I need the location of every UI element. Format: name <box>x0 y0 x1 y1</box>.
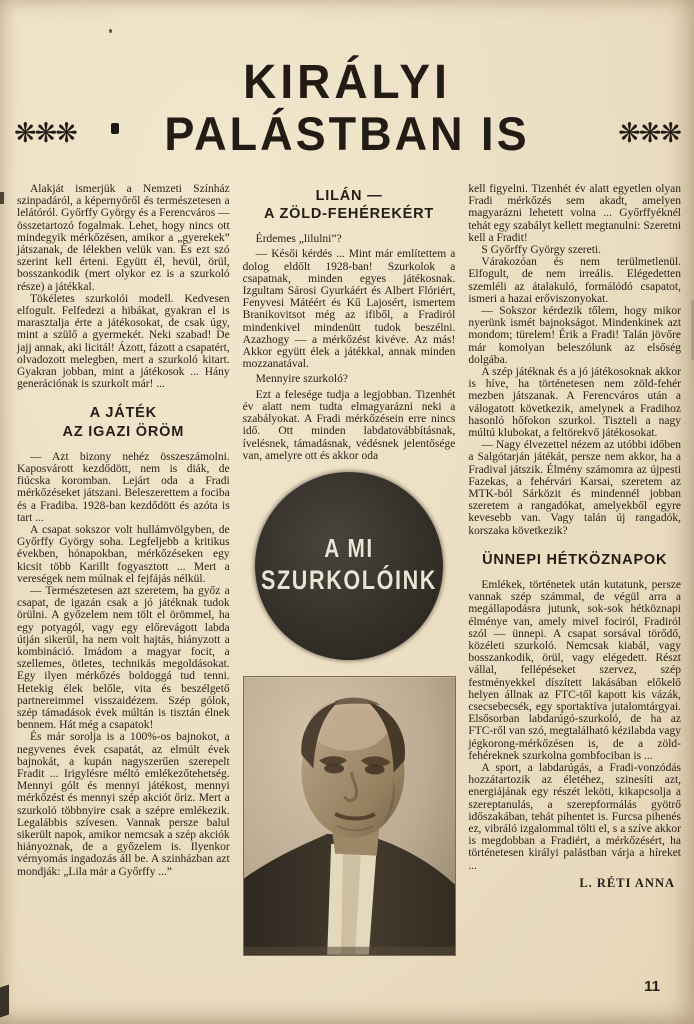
paragraph: A szép játéknak és a jó játékosoknak akkor is híve, ha történetesen nem zöld-fehér mezben játszanak. A Ferencváros után a válogatott következik, amelynek a Fradihoz hasonló hőfokon szurkol. Tiszteli a nagy múltú klubokat, a feltörekvő játékosokat. <box>468 366 682 440</box>
paragraph: Alakját ismerjük a Nemzeti Színház szinpadáról, a képernyőről és természetesen a lelátóról. Győrffy György és a Ferencváros — összetartozó fogalmak. Lehet, hogy nincs ott mindegyik mérkőzésen, amikor a „gyerekek” játszanak, de lélekben velük van. És ezt szó szerint kell érteni. Együtt él, hevül, örül, bosszankodik (mert olykor ez is a szurkoló része) a játékkal. <box>17 183 230 293</box>
section-heading-a-jatek <box>17 404 230 440</box>
paragraph: — Természetesen azt szeretem, ha győz a csapat, de igazán csak a jó játéknak tudok örülni. A győzelem nem tölt el örömmel, ha egy potyagól, vagy egy előrevágott labda útján sikerül, ha nem volt hajtás, hiányzott a kombináció. Imádom a magyar focit, a szellemes, ötletes, technikás megoldásokat. Egy ilyen mérkőzés boldoggá tud tenni. Hetekig élek belőle, vita és beszélgető partnereimmel visszaidézem. Szép gólok, szép támadások évek múltán is tisztán élnek bennem. Hát még a csapatok! <box>17 584 230 732</box>
section-heading-lilan <box>243 187 456 223</box>
article-title-block <box>0 53 694 161</box>
portrait-photo <box>243 676 456 956</box>
scan-artifact <box>109 29 112 33</box>
paragraph: — Késői kérdés ... Mint már említettem a dolog eldőlt 1928-ban! Szurkolok a csapatnak, minden egyes játékosnak. Izgultam Sárosi Gyurkáért és Albert Flóriért, Fenyvesi Mátéért és Kű Lajosért, ismertem Branikovitsot még az ifiből, a Fradiról mindenkivel mindenütt tudok beszélni. Azazhogy — a mérkőzést kivéve. Az más! Akkor együtt élek a játékkal, annak minden mozzanatával. <box>242 248 456 371</box>
rubric-badge-line1: A MI <box>324 533 374 564</box>
interview-question: Mennyire szurkoló? <box>255 373 348 386</box>
paragraph: S Győrffy György szereti. <box>481 244 602 257</box>
scan-artifact <box>0 192 4 204</box>
paragraph: Ezt a felesége tudja a legjobban. Tizenhét év alatt nem tudta elmagyarázni neki a szabályokat. A Fradi mérkőzésein erre nincs idő. Ott minden labdatovábbításnak, ívelésnek, támadásnak, védésnek jelentősége van, amelyre ott és akkor oda <box>242 388 456 462</box>
paragraph: — Azt bizony nehéz összeszámolni. Kaposvárott kezdődött, nem is diák, de fiúcska koromban. Lejárt oda a Fradi mérkőzéseket játszani. Beleszerettem a fociba és a Fradiba. 1928-ban kezdődött és azóta is tart ... <box>17 450 230 524</box>
rubric-badge-circle <box>255 472 443 660</box>
rubric-badge-text <box>261 534 437 598</box>
column-2 <box>243 183 456 1024</box>
flower-asterisk-ornament-left: ❋❋❋ <box>14 118 76 149</box>
section-heading-line: ÜNNEPI HÉTKÖZNAPOK <box>482 551 668 568</box>
section-heading-line: A JÁTÉK <box>89 405 157 422</box>
paragraph: És már sorolja is a 100%-os bajnokot, a negyvenes évek csapatát, az elmúlt évek bajnokát, a kupán nagyszerűen szerepelt Fradit ... Irigylésre méltó emlékezőtehetség. Mennyi gólt és mennyi játékost, mennyi mérkőzést és mennyi szép akciót őriz. Mert a szurkoló többnyire csak a szépre emlékezik. Legalábbis szívesen. Vannak persze balul sikerült napok, amikor nemcsak a szép akciók hiányoznak, de a győzelem is. Ilyenkor vérnyomás ingadozás áll be. A szinházban azt mondják: „Lila már a Győrffy ...” <box>17 731 230 878</box>
page-number: 11 <box>644 978 660 995</box>
scan-artifact <box>0 985 9 1018</box>
scan-artifact <box>111 123 119 134</box>
column-1 <box>17 183 230 1024</box>
rubric-badge-line2: SZURKOLÓINK <box>261 564 437 595</box>
paragraph: — Nagy élvezettel nézem az utóbbi időben a Salgótarján játékát, persze nem akkor, ha a Fradival játszik. Élmény számomra az újpesti Fazekas, a fehérvári Karsai, szeretem az MTK-ból Sárközit és mindennél jobban szeretem a rangadókat, amelyekből egyre kevesebb van. Vagy talán új rangadók, korszaka következik? <box>468 439 682 537</box>
section-heading-line: LILÁN — <box>315 188 383 204</box>
section-heading-unnepi <box>468 551 681 569</box>
article-title-line2: PALÁSTBAN IS <box>164 106 530 161</box>
paragraph: — Sokszor kérdezik tőlem, hogy mikor nyerünk ismét bajnokságot. Mindenkinek azt mondom; türelem! Érik a Fradi! Talán jövőre már komolyan beleszólunk az elsőség dolgába. <box>468 305 682 366</box>
article-columns <box>17 183 681 1024</box>
paragraph: Emlékek, történetek után kutatunk, persze vannak szép számmal, de végül arra a megállapodásra jutunk, sok-sok hétköznapi élménye van, amely mivel fociról, Fradiról szól — ünnepi. A csapat sorsával törődő, közéleti szurkoló. Nemcsak kiabál, vagy bosszankodik, örül, vagy elégedett. Részt vállal, fellépéseket szervez, szép festményekkel díszített lakásában előkelő helyen állnak az FTC-től kapott kis vázák, csecsebecsék, egy sportaktíva jutalomtárgyai. Elsősorban labdarúgó-szurkoló, de ha az FTC-ről van szó, megtalálható kézilabda vagy jégkorong-mérkőzésen is, de a zöld-fehéreknek szurkolna gombfociban is ... <box>468 579 682 762</box>
paragraph: kell figyelni. Tizenhét év alatt egyetlen olyan Fradi mérkőzés sem akadt, amelyen magyarázni lehetett volna ... Győrffyéknél tehát egy szabályt kellett megtanulni: Szeretni kell a Fradit! <box>468 183 682 244</box>
section-heading-line: AZ IGAZI ÖRÖM <box>62 423 185 440</box>
paragraph: A csapat sokszor volt hullámvölgyben, de Győrffy György soha. Legfeljebb a kritikus években, hónapokban, mérkőzéseken egy kicsit több Karillt fogyasztott ... Mert a vereségek nem múlnak el fejfájás nélkül. <box>17 523 230 585</box>
paragraph: Tökéletes szurkolói modell. Kedvesen elfogult. Felfedezi a hibákat, gyakran el is marasztalja érte a játékosokat, de csak úgy, mint a szülő a gyermekét. Neki szabad! De jajj annak, aki licitál! Ázott, fázott a csapatért, olvadozott melegben, mert a szurkoló kitart. Gyakran jobban, mint a játékosok ... Hány generációnak is szurkolt már! ... <box>17 292 230 391</box>
section-heading-line: A ZÖLD-FEHÉREKÉRT <box>263 206 435 223</box>
author-byline: L. RÉTI ANNA <box>579 875 676 890</box>
interview-question: Érdemes „lilulni”? <box>255 233 342 246</box>
paragraph: Várakozóan és nem terülmetlenül. Elfogult, de nem irreális. Elégedetten szemléli az átalakuló, formálódó csapatot, ismeri a hazai erőviszonyokat. <box>468 256 682 305</box>
flower-asterisk-ornament-right: ❋❋❋ <box>618 118 680 149</box>
paragraph: A sport, a labdarúgás, a Fradi-vonzódás hozzátartozik az életéhez, szinesíti azt, energiájának egy részét leköti, kikapcsolja a szereptanulás, a szerepformálás gyötrő időszakában, tehát pihentet is. Furcsa pihenés ez, vibráló izgalommal tölti el, s a szíve akkor is megdobban a Fradiért, a mérkőzésért, ha történetesen királyi palástban várja a híreket ... <box>468 762 682 872</box>
column-3 <box>468 183 681 1024</box>
article-title-line1: KIRÁLYI <box>243 53 451 109</box>
